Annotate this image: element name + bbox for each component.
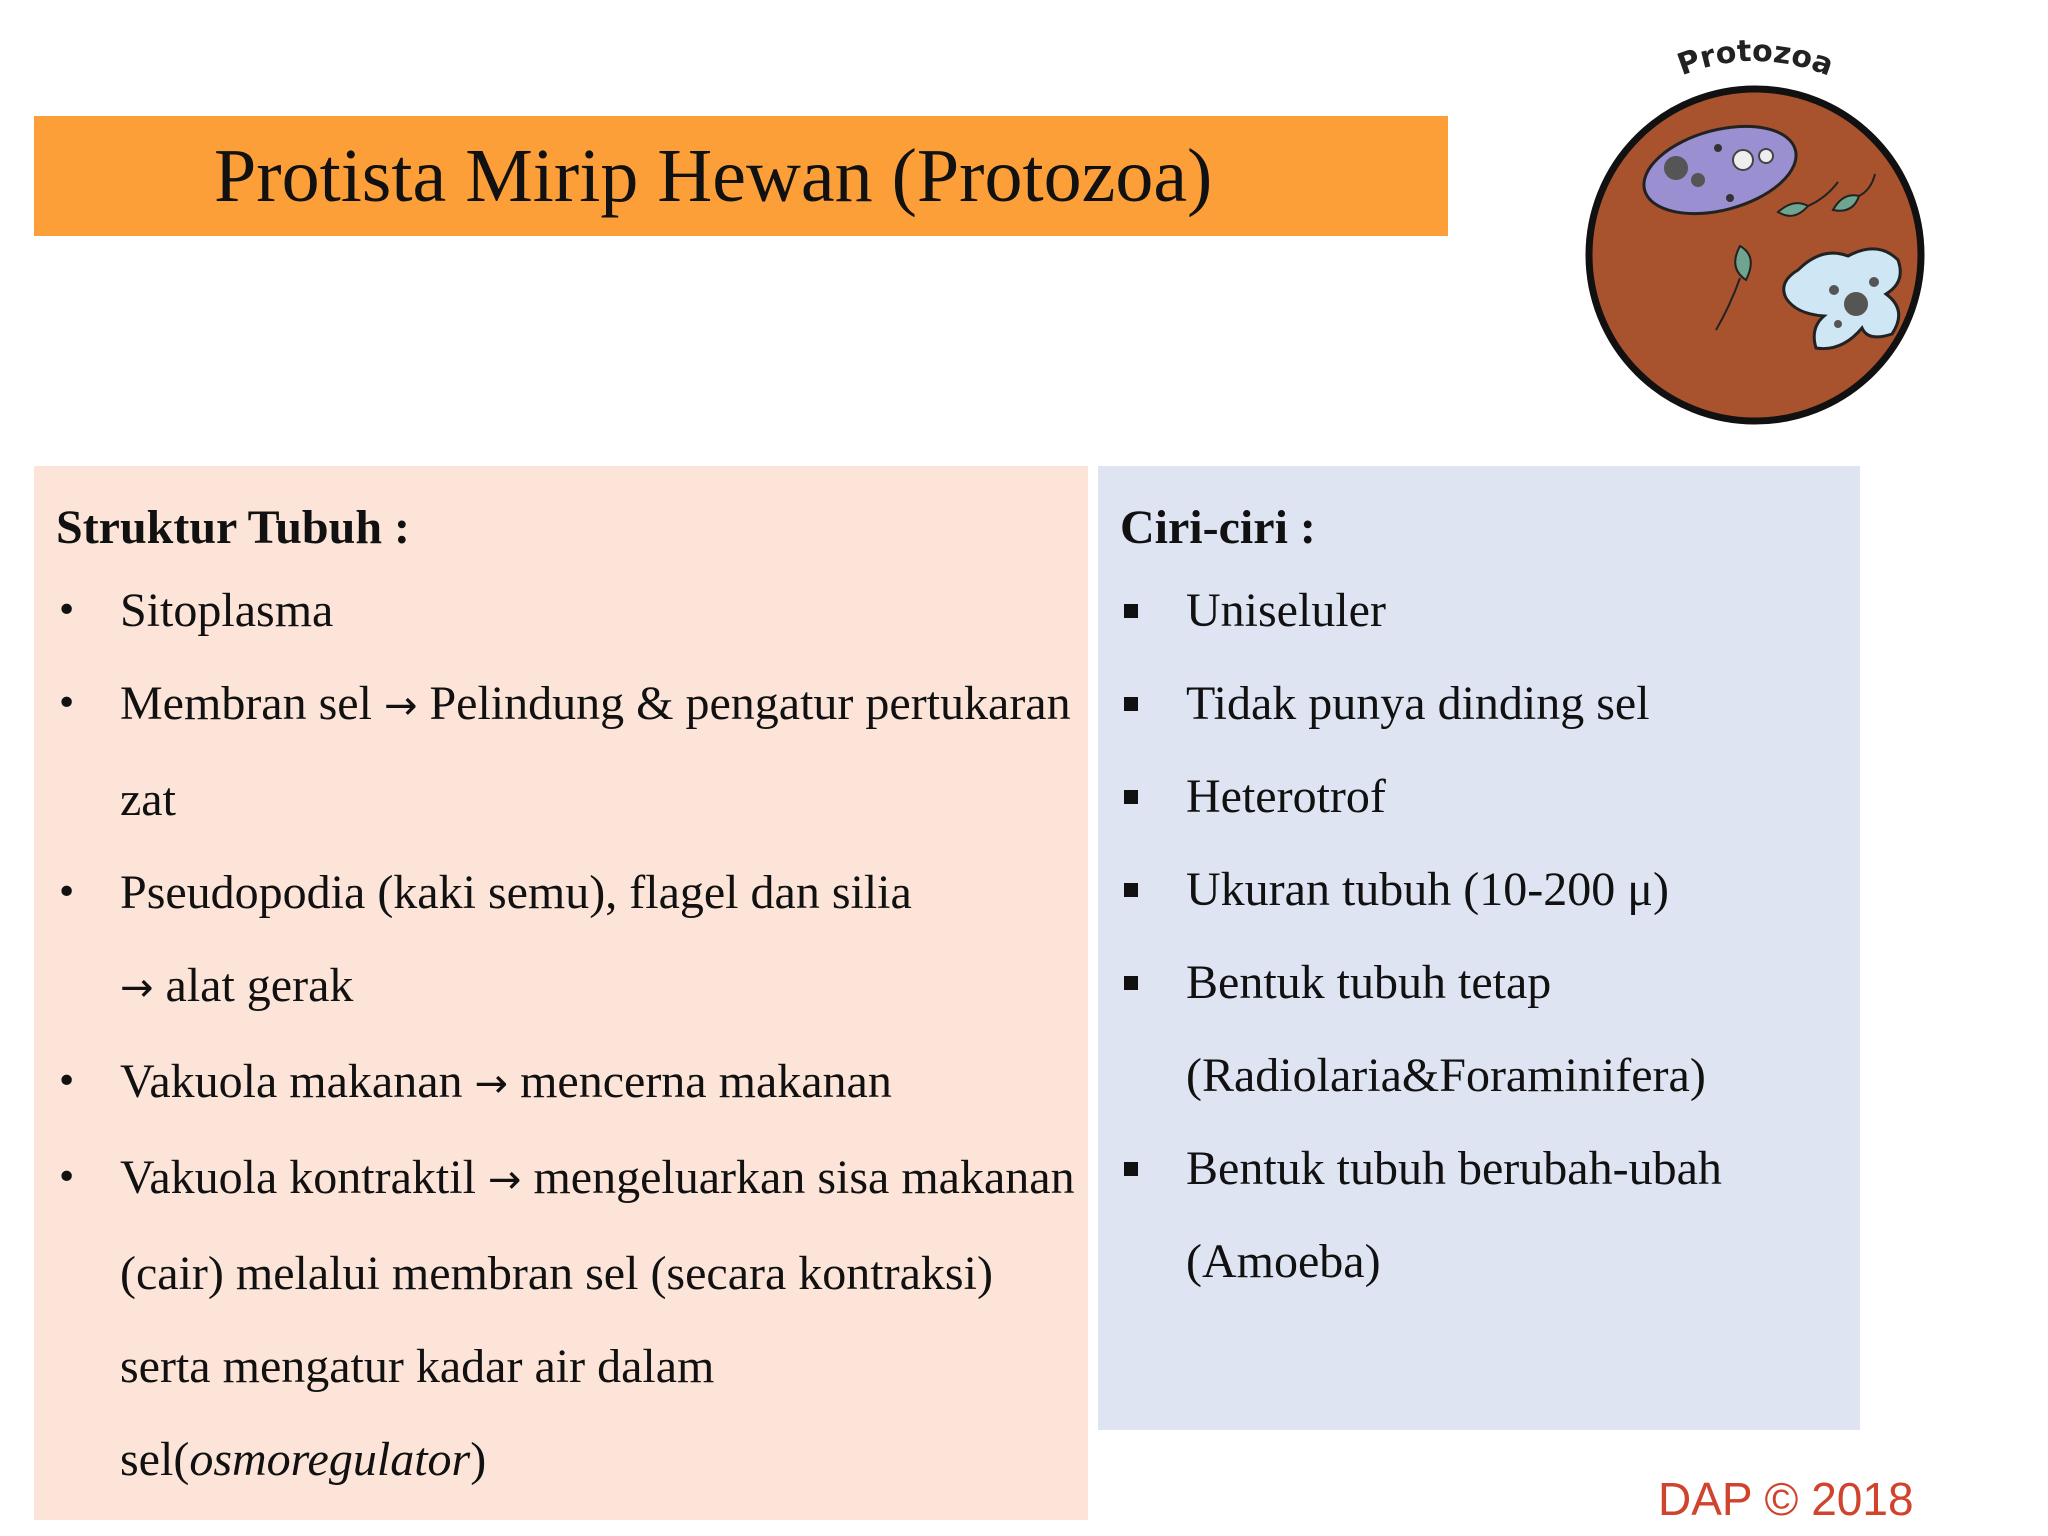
list-item	[1120, 936, 1860, 1122]
square-bullet-icon	[1124, 883, 1138, 897]
item-text: Uniseluler	[1186, 584, 1386, 637]
body-structure-panel	[34, 466, 1088, 1520]
item-italic-text: osmoregulator	[189, 1433, 471, 1486]
item-text: Bentuk tubuh tetap (Radiolaria&Foraminifera)	[1186, 956, 1706, 1102]
bullet-icon: •	[56, 872, 78, 913]
item-text: alat gerak	[165, 959, 354, 1012]
square-bullet-icon	[1124, 790, 1138, 804]
characteristics-list	[1120, 564, 1860, 1308]
arrow-right-icon: →	[487, 1157, 522, 1203]
square-bullet-icon	[1124, 1162, 1138, 1176]
bullet-icon: •	[56, 683, 78, 724]
copyright-credit: DAP © 2018	[1658, 1473, 1914, 1525]
characteristics-heading: Ciri-ciri :	[1120, 501, 1316, 554]
item-text: Bentuk tubuh berubah-ubah (Amoeba)	[1186, 1142, 1722, 1288]
logo-label: Protozoa	[1672, 33, 1838, 84]
item-text: Pelindung & pengatur pertukaran zat	[120, 677, 1071, 826]
body-structure-list	[56, 564, 1088, 1506]
protozoa-logo	[1478, 20, 1978, 450]
item-text: Pseudopodia (kaki semu), flagel dan silia	[120, 866, 912, 919]
bullet-icon: •	[56, 1157, 78, 1198]
list-item	[56, 1131, 1088, 1506]
list-item	[56, 846, 1088, 1035]
item-text: Tidak punya dinding sel	[1186, 677, 1650, 730]
list-item	[56, 1035, 1088, 1131]
item-text: Heterotrof	[1186, 770, 1386, 823]
bullet-icon: •	[56, 1061, 78, 1102]
list-item	[56, 564, 1088, 657]
item-text: )	[470, 1433, 487, 1486]
square-bullet-icon	[1124, 697, 1138, 711]
item-text: Vakuola kontraktil	[120, 1151, 476, 1204]
item-text: Vakuola makanan	[120, 1055, 463, 1108]
list-item	[1120, 843, 1860, 936]
item-text: mencerna makanan	[520, 1055, 892, 1108]
list-item	[1120, 657, 1860, 750]
list-item	[56, 657, 1088, 846]
arrow-right-icon: →	[120, 965, 154, 1011]
list-item	[1120, 564, 1860, 657]
square-bullet-icon	[1124, 976, 1138, 990]
title-bar	[34, 116, 1448, 236]
arrow-right-icon: →	[474, 1061, 509, 1107]
item-text: Membran sel	[120, 677, 372, 730]
arrow-right-icon: →	[383, 683, 418, 729]
item-text: Ukuran tubuh (10-200 μ)	[1186, 863, 1669, 916]
characteristics-panel	[1098, 466, 1860, 1430]
body-structure-heading: Struktur Tubuh :	[56, 501, 410, 554]
square-bullet-icon	[1124, 604, 1138, 618]
item-text: mengeluarkan sisa makanan (cair) melalui membran sel (secara kontraksi) serta mengatur kadar air dalam sel(	[120, 1151, 1075, 1486]
item-text: Sitoplasma	[120, 584, 334, 637]
list-item	[1120, 750, 1860, 843]
slide-title: Protista Mirip Hewan (Protozoa)	[214, 134, 1213, 218]
bullet-icon: •	[56, 590, 78, 631]
list-item	[1120, 1122, 1860, 1308]
